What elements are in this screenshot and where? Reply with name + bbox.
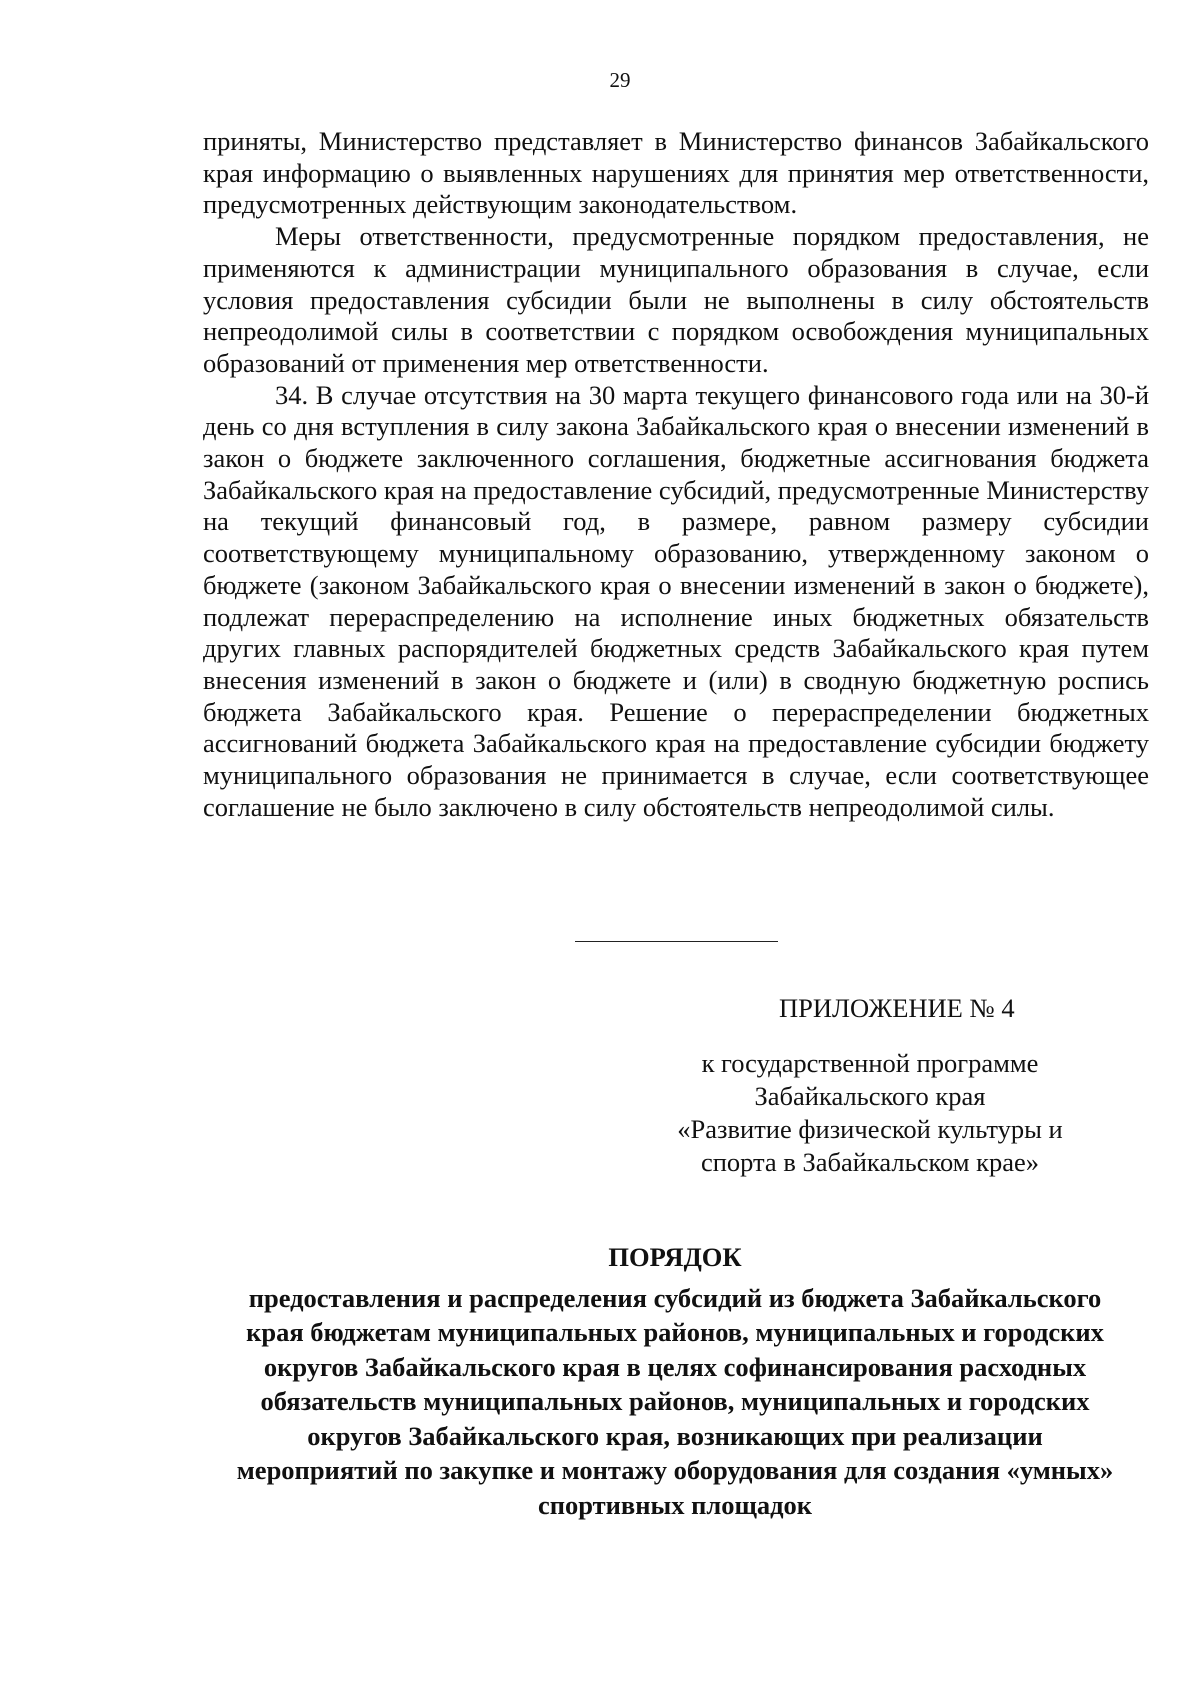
paragraph-continuation: приняты, Министерство представляет в Министерство финансов Забайкальского края информацию о выявленных нарушениях для принятия мер ответственности, предусмотренных действующим законодательством. <box>203 126 1149 220</box>
order-subtitle-line: спортивных площадок <box>537 1489 813 1520</box>
appendix-header <box>640 992 1140 1179</box>
order-heading <box>190 1240 1160 1522</box>
appendix-line: спорта в Забайкальском крае» <box>700 1147 1040 1177</box>
order-subtitle-line: мероприятий по закупке и монтажу оборудования для создания «умных» <box>236 1455 1114 1485</box>
appendix-reference <box>640 1047 1100 1179</box>
order-subtitle-line: обязательств муниципальных районов, муниципальных и городских <box>260 1386 1090 1416</box>
order-subtitle-line: края бюджетам муниципальных районов, муниципальных и городских <box>246 1317 1104 1347</box>
paragraph-responsibility-measures: Меры ответственности, предусмотренные порядком предоставления, не применяются к администрации муниципального образования в случае, если условия предоставления субсидии были не выполнены в силу обстоятельств непреодолимой силы в соответствии с порядком освобождения муниципальных образований от применения мер ответственности. <box>203 221 1149 378</box>
order-subtitle-line: округов Забайкальского края, возникающих при реализации <box>307 1420 1043 1451</box>
order-subtitle-line: округов Забайкальского края в целях софинансирования расходных <box>263 1351 1087 1382</box>
appendix-line: Забайкальского края <box>754 1081 986 1111</box>
appendix-line: к государственной программе <box>701 1048 1039 1078</box>
paragraph-34: 34. В случае отсутствия на 30 марта текущего финансового года или на 30-й день со дня вступления в силу закона Забайкальского края о внесении изменений в закон о бюджете заключенного соглашения, бюджетные ассигнования бюджета Забайкальского края на предоставление субсидий, предусмотренные Министерству на текущий финансовый год, в размере, равном размеру субсидии соответствующему муниципальному образованию, утвержденному законом о бюджете (законом Забайкальского края о внесении изменений в закон о бюджете), подлежат перераспределению на исполнение иных бюджетных обязательств других главных распорядителей бюджетных средств Забайкальского края путем внесения изменений в закон о бюджете и (или) в сводную бюджетную роспись бюджета Забайкальского края. Решение о перераспределении бюджетных ассигнований бюджета Забайкальского края на предоставление субсидии бюджету муниципального образования не принимается в случае, если соответствующее соглашение не было заключено в силу обстоятельств непреодолимой силы. <box>203 379 1149 822</box>
page-number: 29 <box>609 68 631 92</box>
order-subtitle-line: предоставления и распределения субсидий из бюджета Забайкальского <box>248 1282 1102 1313</box>
appendix-title: ПРИЛОЖЕНИЕ № 4 <box>779 993 1015 1023</box>
section-separator-line <box>575 941 778 942</box>
order-title: ПОРЯДОК <box>608 1242 742 1272</box>
document-body <box>203 126 1149 823</box>
appendix-line: «Развитие физической культуры и <box>677 1114 1063 1144</box>
